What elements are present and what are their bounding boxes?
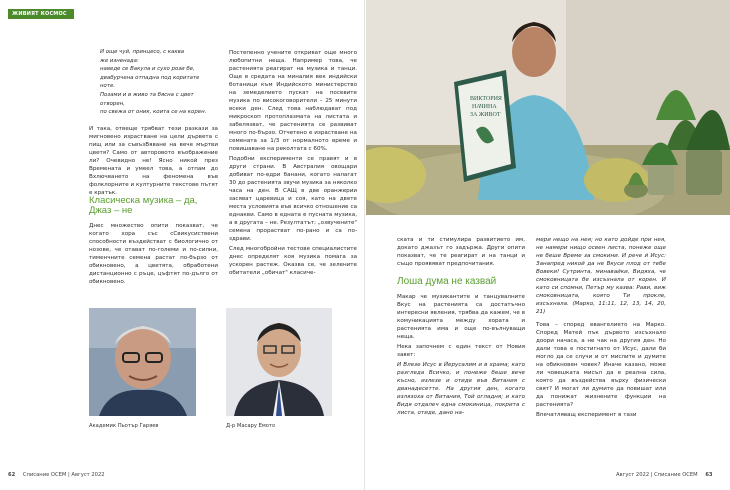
page-gutter	[364, 0, 365, 490]
poem-line: двабурчена отпадна под коритате	[100, 74, 200, 81]
right-column-2	[536, 236, 666, 421]
caption-emoto: Д-р Масару Емото	[226, 423, 276, 429]
caption-garyaev: Академик Пьотър Гаряев	[89, 423, 159, 429]
footer-text: Август 2022 | Списание ОСЕМ	[616, 472, 698, 478]
paragraph: Днес множество опити показват, че когато хора със сСвикусиствени способности въздействат с биологично от нозове, че отават по-големи и по-силни, тименчните семена растат по-бързо от обикновено, а цветята, обработени дистанционно с ръце, цъфтят по-дълго от обикновено.	[89, 223, 218, 285]
paragraph: Подобни експерименти се правят и в други страни. В Австралия овощари добиват по-едри банани, когато налагат 30 до растенията звучи музика за няколко часа на ден. В САЩ в две оранжерии засяват царевица и соя, като на двете места условията във всичко отношение са еднакви. Само в едната е пусната музика, а в другата – не. Резултатът: „озвучените" семена прорастват по-рано и са по-здрави.	[229, 156, 357, 242]
hero-photo-man-reading	[366, 0, 730, 215]
paragraph: ската и ти стимулира развитието им, докато джазът го задържа. Други опити показват, че те реагират и на танци и също проявяват предпочитания.	[397, 237, 525, 267]
poem-line: И още чуй, принцесо, с каква	[100, 49, 185, 55]
scripture-quote: И Влезе Исус в Йерусалим и в храма; като разгледа Всичко, и понеже беше вече късно, излезе и отиде във Витания с дванадесетте. На другия ден, когато излязоха от Витания, Той огладня; и като Видя отдалеч една смокиница, покрита с листа, отиде, дано на-	[397, 362, 525, 416]
page-number: 62	[8, 472, 16, 478]
portrait-emoto-image	[226, 308, 332, 416]
portrait-emoto	[226, 308, 332, 416]
footer-left	[8, 472, 105, 478]
right-column-1-body	[397, 293, 525, 419]
book-title-line: ВИКТОРИЯ	[470, 96, 502, 102]
left-column-intro	[89, 125, 218, 199]
portrait-garyaev-image	[89, 308, 196, 416]
hero-photo-image	[366, 0, 730, 215]
footer-text: Списание ОСЕМ | Август 2022	[22, 472, 105, 478]
paragraph: Нека започнем с един текст от Новия завет:	[397, 344, 525, 358]
footer-right	[616, 472, 713, 478]
right-column-1-top	[397, 236, 525, 270]
poem-line: ноте.	[100, 83, 115, 90]
paragraph: И така, отвеще трябват тези разкази за мигновено израстване на цели дървета с пищ или за съвъзВяване на вече мъртви цветя? Само от авторовото въображение ли? Очевидно не! Ясно никой през Времената и умеел това, а отпам до Вхлючването на феномена във фолклорните и културните текстове пътят е кратък.	[89, 126, 218, 196]
page-number: 63	[705, 472, 713, 478]
section-heading-music: Класическа музика – да, Джаз – не	[89, 195, 198, 216]
poem-line: Позами и в живо та бясна с цвет	[100, 91, 194, 98]
paragraph: Това – според евангелието на Марко. Според Матей пък дървото изсъхнало доори начаса, а не чак на другия ден. Но дали това е постигнато от Исус, дали би могло да се случи и от мислите и думите на обикновен човек? Иначе казано, може ли човешката мисъл да е реална сила, която да въздейства върху физически свят? И могат ли думите да повишат или да понижат жизнените функции на растенията?	[536, 322, 666, 408]
scripture-quote-cont: мери нещо на нея; но като дойде при нея, не намери нищо освен листа, понеже още не беше Време за смокини. И рече й Исус: Занапред никой да не Вкуси плод от тебе Вовеки! Сутринта, минавайки, Видяха, че смоковницата бе изсъхнала от корен. И като си спомни, Петър му казва: Рави, виж смоковницата, която Ти прокле, изсъхнала. (Марко, 11:11, 12, 13, 14, 20, 21)	[536, 237, 666, 315]
book-title-line: ЗА ЖИВОТ	[470, 112, 501, 118]
left-column-body	[89, 222, 218, 288]
paragraph: Постепенно учените откриват още много любопитни неща. Например това, че растенията реагират на музика и танци. Още в средата на миналия век индийски ботаници към Индийското министерство на земеделието пускат на посевите музика по високоговорители – 25 минути всеки ден. След това наблюдават под микроскоп протоплазмата на листата и забелязват, че растенията се развиват много по-бързо. Отчетено е израстване на семената за 1/3 от нормалното време и повишаване на реколтата с 60%.	[229, 50, 357, 152]
poem-block	[100, 49, 220, 118]
poem-line: наведе се Вакула и сухо рози бе,	[100, 66, 195, 73]
paragraph: Впечатляващ експеримент в тази	[536, 412, 637, 418]
poem-line: же изненада:	[100, 57, 139, 64]
section-tag: ЖИВИЯТ КОСМОС	[8, 9, 74, 19]
paragraph: След многобройни тестове специалистите днес определят коя музика помага за ускорен растеж. Оказва се, че зелените обитатели „обичат" класиче-	[229, 246, 357, 276]
book-title-line: НАЧИНА	[472, 104, 497, 110]
poem-line: по свежа от оник, коита се на корен.	[100, 109, 207, 116]
paragraph: Макар че музикантите и танцувалните Вкус на растенията са достатъчно интересни явления, трябва да кажем, че в комуникацията между хората и растенията има и още по-вълнуващи неща.	[397, 294, 525, 340]
poem-line: отворен,	[100, 100, 125, 107]
section-heading-word: Лоша дума не казвай	[397, 276, 497, 287]
middle-column	[229, 49, 357, 279]
portrait-garyaev	[89, 308, 196, 416]
